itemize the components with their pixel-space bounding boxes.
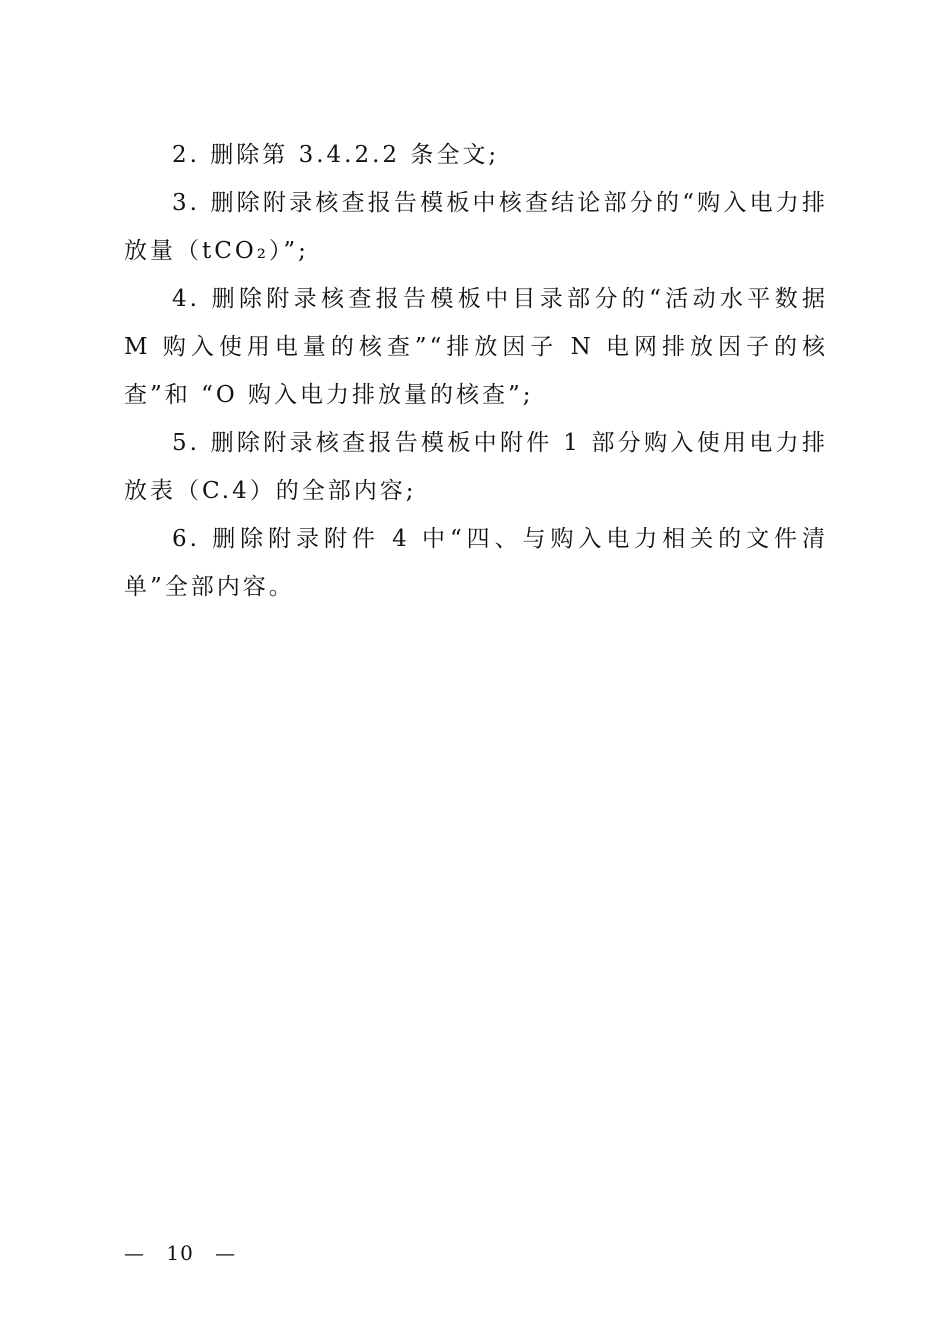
footer-dash-left: — (124, 1241, 145, 1265)
paragraph-item-2: 2. 删除第 3.4.2.2 条全文; (172, 142, 500, 168)
paragraph-item-5: 5. 删除附录核查报告模板中附件 1 部分购入使用电力排放表（C.4）的全部内容; (124, 430, 828, 504)
paragraph-item-3: 3. 删除附录核查报告模板中核查结论部分的“购入电力排放量（tCO₂）”; (124, 190, 828, 264)
page-footer (124, 1238, 236, 1268)
footer-dash-right: — (215, 1241, 237, 1265)
paragraph-item-6: 6. 删除附录附件 4 中“四、与购入电力相关的文件清单”全部内容。 (124, 526, 828, 600)
page-number: 10 (166, 1241, 194, 1265)
paragraph-item-4: 4. 删除附录核查报告模板中目录部分的“活动水平数据 M 购入使用电量的核查”“排放因子 N 电网排放因子的核查”和 “O 购入电力排放量的核查”; (124, 286, 828, 408)
document-body (124, 131, 828, 611)
